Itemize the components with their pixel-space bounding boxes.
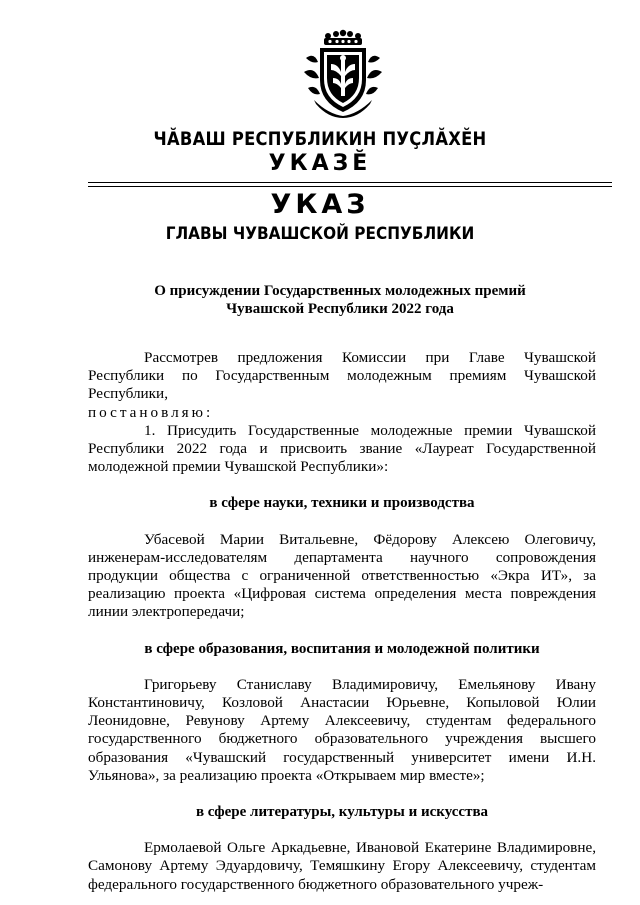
section-text-education: Григорьеву Станиславу Владимировичу, Емельянову Ивану Константиновичу, Козловой Анастасии Юрьевне, Копыловой Юлии Леонидовне, Ревунову Артему Алексеевичу, студентам федерального государственного бюджетного образовательного учреждения высшего образования «Чувашский государственный университет имени И.Н. Ульянова», за реализацию проекта «Открываем мир вместе»; (88, 675, 596, 784)
decree-body (88, 349, 596, 894)
intro-paragraph: Рассмотрев предложения Комиссии при Главе Чувашской Республики по Государственным молодежным премиям Чувашской Республики, (88, 349, 596, 403)
section-text-culture: Ермолаевой Ольге Аркадьевне, Ивановой Екатерине Владимировне, Самонову Артему Эдуардовичу, Темяшкину Егору Алексеевичу, студентам федерального государственного бюджетного образовательного учреж- (88, 839, 596, 893)
decree-keyword: постановляю: (88, 403, 214, 421)
section-heading-culture: в сфере литературы, культуры и искусства (195, 804, 489, 821)
header-chuvash-decree: УКАЗĔ (268, 151, 372, 176)
section-heading-science: в сфере науки, техники и производства (209, 495, 475, 512)
decree-subject-line1: О присуждении Государственных молодежных премий (154, 283, 526, 299)
header-divider-thick (88, 182, 612, 183)
document-title: УКАЗ (270, 189, 370, 220)
document-subtitle: ГЛАВЫ ЧУВАШСКОЙ РЕСПУБЛИКИ (165, 224, 475, 244)
header-chuvash-title: ЧĂВАШ РЕСПУБЛИКИН ПУÇЛĂХĔН (153, 128, 487, 150)
decree-subject-line2: Чувашской Республики 2022 года (226, 301, 454, 317)
section-heading-education: в сфере образования, воспитания и молодежной политики (144, 640, 540, 657)
section-text-science: Убасевой Марии Витальевне, Фёдорову Алексею Олеговичу, инженерам-исследователям департамента научного сопровождения продукции общества с ограниченной ответственностью «Экра ИТ», за реализацию проекта «Цифровая система определения места повреждения линии электропередачи; (88, 530, 596, 621)
decree-subject (120, 282, 560, 318)
item-1-paragraph: 1. Присудить Государственные молодежные премии Чувашской Республики 2022 года и присвоить звание «Лауреат Государственной молодежной премии Чувашской Республики»: (88, 421, 596, 476)
chuvash-republic-emblem-icon (300, 28, 386, 118)
header-divider-thin (88, 186, 612, 187)
